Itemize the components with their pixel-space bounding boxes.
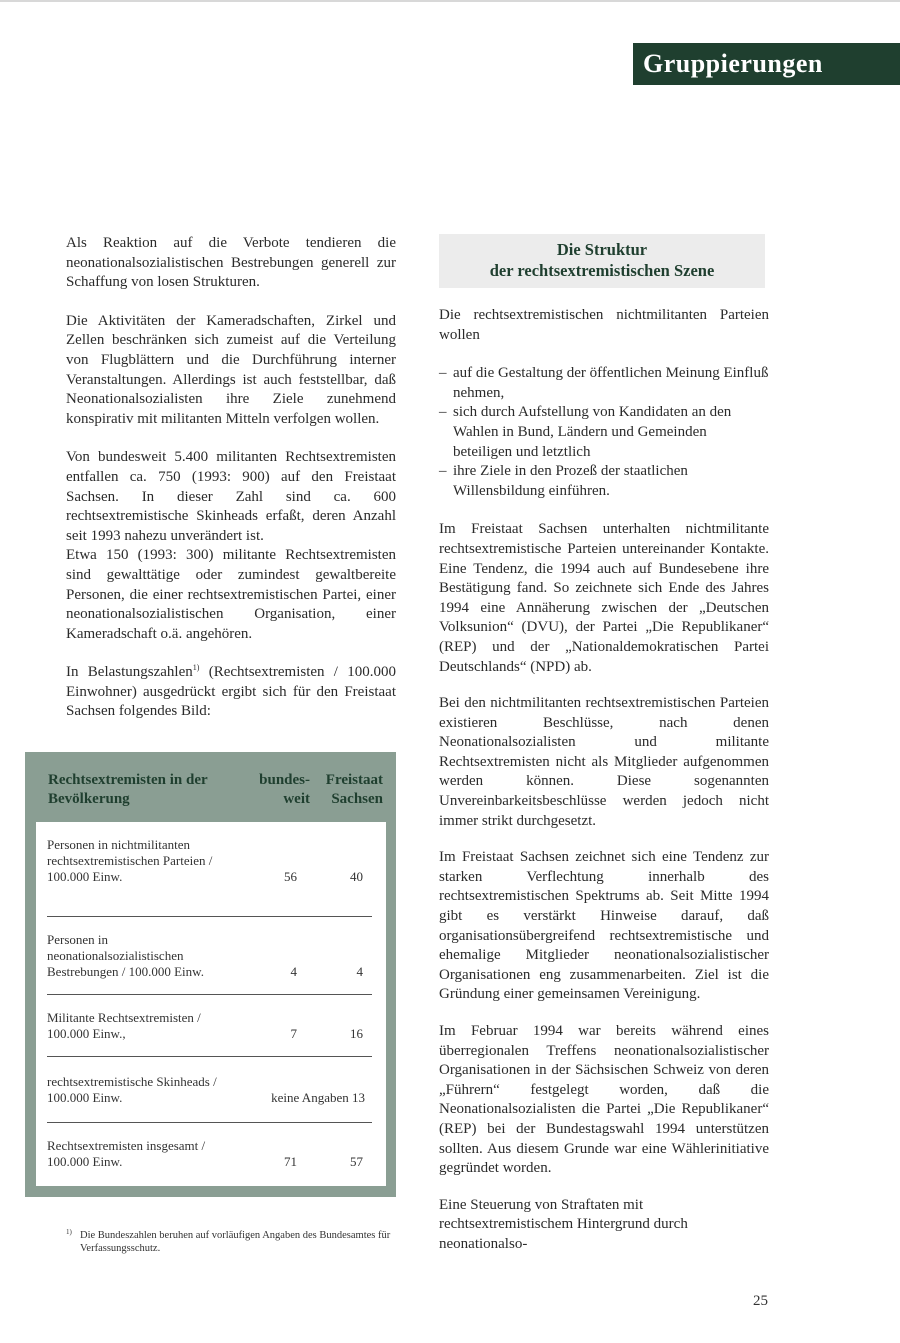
list-item: – ihre Ziele in den Prozeß der staatlichen Willensbildung einführen. <box>439 462 769 501</box>
table-row: Rechtsextremisten insgesamt / 100.000 Einw. 71 57 <box>47 1138 363 1169</box>
paragraph: Im Freistaat Sachsen zeichnet sich eine Tendenz zur starken Verflechtung innerhalb des rechtsextremistischen Spektrums ab. Seit Mitte 1994 gibt es verstärkt Hinweise darauf, daß organisationsübergreifend rechtsextremistische und ehemalige Mitglieder neonationalsozialistischer Organisationen eng zusammenarbeiten. Ziel ist die Gründung einer gemeinsamen Vereinigung. <box>439 849 769 1003</box>
page-number: 25 <box>753 1293 768 1309</box>
paragraph: Etwa 150 (1993: 300) militante Rechtsextremisten sind gewalttätige oder zumindest gewaltbereite Personen, die einer rechtsextremistischen Partei, einer neonationalsozialistischen Organisation, einer Kameradschaft o.ä. angehören. <box>66 547 396 642</box>
paragraph: Im Freistaat Sachsen unterhalten nichtmilitante rechtsextremistische Parteien untereinander Kontakte. Eine Tendenz, die 1994 auch auf Bundesebene ihre Bestätigung fand. So zeichnete sich Ende des Jahres 1994 eine Annäherung zwischen der „Deutschen Volksunion“ (DVU), der Partei „Die Republikaner“ (REP) und der „Nationaldemokratischen Partei Deutschlands“ (NPD) ab. <box>439 521 769 675</box>
table-header-sachsen: Freistaat Sachsen <box>325 772 383 807</box>
table-header-label: Rechtsextremisten in der Bevölkerung <box>48 772 208 807</box>
paragraph-belastungszahlen: In Belastungszahlen$^{1)}$ (Rechtsextremisten / 100.000 Einwohner) ausgedrückt ergibt sich für den Freistaat Sachsen folgendes Bild: <box>66 663 397 720</box>
right-column <box>439 306 769 1274</box>
paragraph: Bei den nichtmilitanten rechtsextremistischen Parteien existieren Beschlüsse, nach denen Neonationalsozialisten und militante Rechtsextremisten nicht als Mitglieder aufgenommen werden können. Diese sogenannten Unvereinbarkeitsbeschlüsse werden jedoch nicht immer strikt durchgesetzt. <box>439 695 769 829</box>
paragraph: Die Aktivitäten der Kameradschaften, Zirkel und Zellen beschränken sich zumeist auf die Verteilung von Flugblättern und die Durchführung interner Veranstaltungen. Allerdings ist auch feststellbar, daß Neonationalsozialisten ihre Ziele zunehmend konspirativ mit militanten Mitteln verfolgen wollen. <box>66 312 396 427</box>
table-divider <box>47 994 372 995</box>
table-header-bundesweit: bundes- weit <box>259 772 310 807</box>
list-item: – auf die Gestaltung der öffentlichen Meinung Einfluß nehmen, <box>439 364 769 403</box>
heading-line: Die Struktur <box>556 240 648 259</box>
table-divider <box>47 916 372 917</box>
table-header <box>25 765 396 825</box>
list-item: – sich durch Aufstellung von Kandidaten an den Wahlen in Bund, Ländern und Gemeinden beteiligen und letztlich <box>439 403 769 462</box>
paragraph: Die rechtsextremistischen nichtmilitanten Parteien wollen <box>439 307 769 343</box>
paragraph: Im Februar 1994 war bereits während eines überregionalen Treffens neonationalsozialistischer Organisationen in der Sächsischen Schweiz von deren „Führern“ festgelegt worden, daß die Neonationalsozialisten die Partei „Die Republikaner“ (REP) bei der Bundestagswahl 1994 unterstützen sollten. Aus diesem Grunde war eine Wählerinitiative gegründet worden. <box>439 1023 769 1177</box>
table-body <box>36 822 386 1186</box>
paragraph: Von bundesweit 5.400 militanten Rechtsextremisten entfallen ca. 750 (1993: 900) auf den Freistaat Sachsen. In dieser Zahl sind ca. 600 rechtsextremistische Skinheads erfaßt, deren Anzahl seit 1993 nahezu unverändert ist. <box>66 449 396 544</box>
table-row: rechtsextremistische Skinheads / 100.000 Einw. keine Angaben 13 <box>47 1074 365 1105</box>
top-rule <box>0 0 900 2</box>
footnote-marker: 1) <box>192 663 200 673</box>
paragraph: Als Reaktion auf die Verbote tendieren die neonationalsozialistischen Bestrebungen generell zur Schaffung von losen Strukturen. <box>66 235 396 291</box>
left-column <box>66 234 396 741</box>
footnote-marker: 1) <box>66 1228 72 1236</box>
table-row: Militante Rechtsextremisten / 100.000 Einw., 7 16 <box>47 1010 363 1041</box>
section-heading-box <box>439 234 765 288</box>
paragraph: Eine Steuerung von Straftaten mit rechtsextremistischem Hintergrund durch neonationalso- <box>439 1196 688 1252</box>
table-divider <box>47 1056 372 1057</box>
bullet-list <box>439 364 769 501</box>
section-title: Gruppierungen <box>633 43 900 85</box>
table-divider <box>47 1122 372 1123</box>
heading-line: der rechtsextremistischen Szene <box>489 261 715 280</box>
table-row: Personen in neonationalsozialistischen Bestrebungen / 100.000 Einw. 4 4 <box>47 932 363 979</box>
table-row: Personen in nichtmilitanten rechtsextremistischen Parteien / 100.000 Einw. 56 40 <box>47 837 363 884</box>
footnote: 1) Die Bundeszahlen beruhen auf vorläufigen Angaben des Bundesamtes für Verfassungsschutz. <box>66 1228 391 1254</box>
